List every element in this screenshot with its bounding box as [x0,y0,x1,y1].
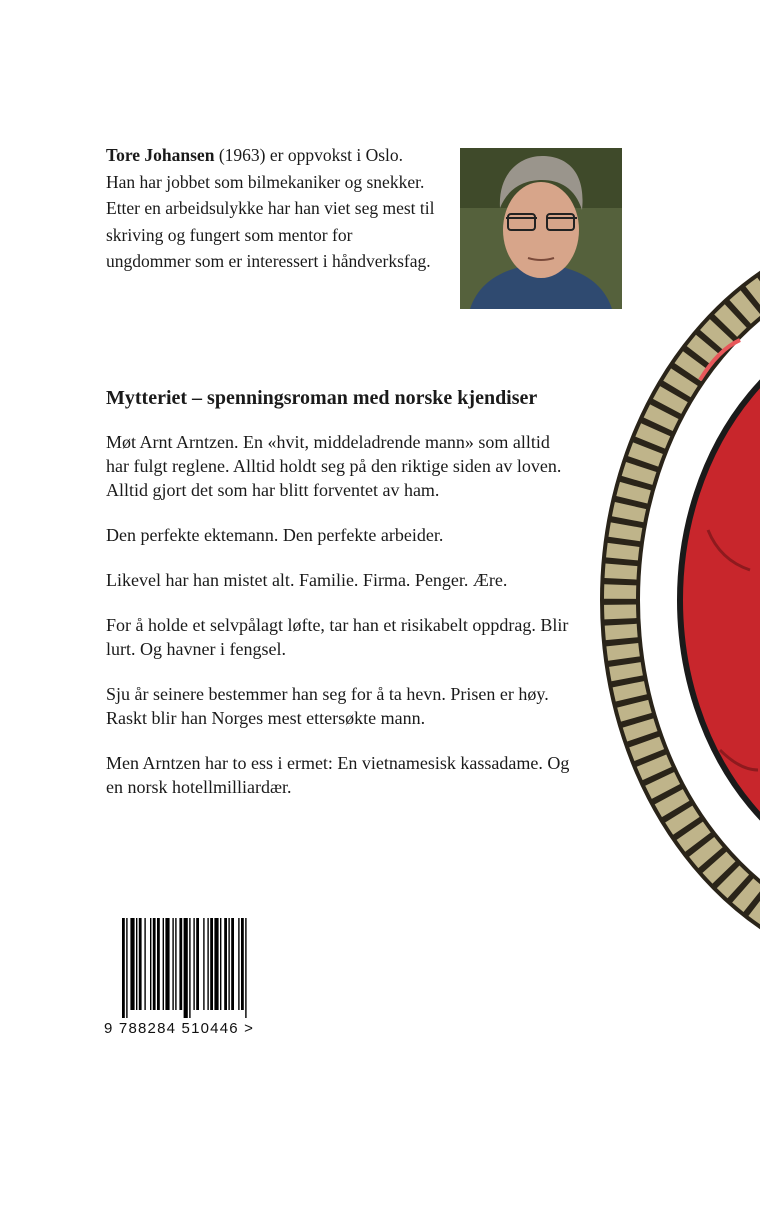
blurb [106,430,576,820]
blurb-paragraph: For å holde et selvpålagt løfte, tar han et risikabelt oppdrag. Blir lurt. Og havner i fengsel. [106,615,569,659]
author-bio-text: (1963) er oppvokst i Oslo. Han har jobbet som bilmekaniker og snekker. Etter en arbeidsulykke har han viet seg mest til skriving og fungert som mentor for ungdommer som er interessert i håndverksfag. [106,145,435,271]
blurb-paragraph: Den perfekte ektemann. Den perfekte arbeider. [106,525,444,545]
author-bio [106,142,436,275]
blurb-paragraph: Sju år seinere bestemmer han seg for å ta hevn. Prisen er høy. Raskt blir han Norges mest ettersøkte mann. [106,684,549,728]
author-name: Tore Johansen [106,145,215,165]
isbn-digits: 9 788284 510446 > [104,1020,255,1037]
life-ring-illustration [600,230,760,970]
author-photo [460,148,622,309]
blurb-paragraph: Møt Arnt Arntzen. En «hvit, middeladrende mann» som alltid har fulgt reglene. Alltid holdt seg på den riktige siden av loven. Alltid gjort det som har blitt forventet av ham. [106,432,562,500]
book-title: Mytteriet – spenningsroman med norske kjendiser [106,387,538,409]
blurb-paragraph: Likevel har han mistet alt. Familie. Firma. Penger. Ære. [106,570,508,590]
blurb-paragraph: Men Arntzen har to ess i ermet: En vietnamesisk kassadame. Og en norsk hotellmilliardær. [106,753,570,797]
